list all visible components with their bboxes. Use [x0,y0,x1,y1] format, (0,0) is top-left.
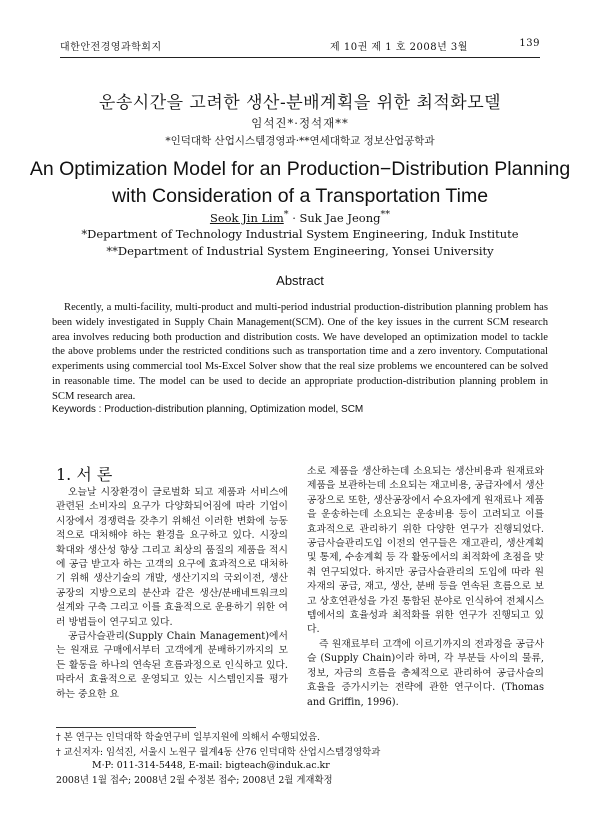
paragraph: 즉 원재료부터 고객에 이르기까지의 전과정을 공급사슬 (Supply Chain)이라 하며, 각 부분들 사이의 물류, 정보, 자금의 흐름을 총체적으로 관리하여 공급사슬의 효율을 증가시키는 전략에 관한 연구이다. (Thomas and Griffin, 1996). [307,638,544,708]
abstract-heading: Abstract [276,273,324,288]
korean-authors: 임석진*·정석재** [251,116,349,130]
left-column [56,486,288,702]
author-separator: · [288,210,300,225]
english-title [0,156,600,210]
korean-title: 운송시간을 고려한 생산-분배계획을 위한 최적화모델 [98,93,502,113]
author-1-mark: * [283,209,289,220]
page-number: 139 [519,38,540,49]
section-heading-introduction: 1. 서 론 [56,465,113,484]
author-2-name: Suk Jae Jeong [299,210,381,225]
footnote-corresponding-author: † 교신저자: 임석진, 서울시 노원구 월계4동 산76 인덕대학 산업시스템경영학과 [56,747,381,758]
english-title-line-1: An Optimization Model for an Production−Distribution Planning [29,158,571,180]
footnote-divider [56,727,196,728]
keywords: Keywords : Production-distribution planning, Optimization model, SCM [52,404,364,415]
english-title-line-2: with Consideration of a Transportation Time [111,185,489,207]
footnote-funding: † 본 연구는 인덕대학 학술연구비 일부지원에 의해서 수행되었음. [56,732,320,743]
abstract-text: Recently, a multi-facility, multi-product and multi-period industrial production-distribution planning problem has been widely investigated in Supply Chain Management(SCM). One of the key issues in the current SCM research area involves reducing both production and distribution costs. We have developed an optimization model to tackle the above problems under the restricted conditions such as transportation time and a zero inventory. Computational experiments using commercial tool Ms-Excel Solver show that the real size problems we encountered can be solved in reasonable time. The model can be used to decide an appropriate production-distribution planning problem in SCM research area. [52,302,548,402]
journal-name: 대한안전경영과학회지 [60,42,162,53]
volume-issue: 제 10권 제 1 호 2008년 3월 [330,42,468,53]
english-affiliation-2: **Department of Industrial System Engineering, Yonsei University [106,244,494,258]
footnote-dates: 2008년 1월 접수; 2008년 2월 수정본 접수; 2008년 2월 게재확정 [56,775,333,786]
korean-affiliations: *인덕대학 산업시스템경영과·**연세대학교 정보산업공학과 [165,135,435,147]
author-1-name: Seok Jin Lim [209,210,284,225]
paragraph: 오늘날 시장환경이 글로벌화 되고 제품과 서비스에 관련된 소비자의 요구가 다양화되어짐에 따라 기업이 시장에서 경쟁력을 갖추기 위해선 이러한 변화에 능동적으로 대처해야 하는 환경을 요구하고 있다. 시장의 확대와 생산성 향상 그리고 최상의 품질의 제품을 적시에 공급 받고자 하는 고객의 요구에 효과적으로 대처하기 위해 생산기술의 개발, 생산기지의 국외이전, 생산공장의 지방으로의 분산과 같은 생산/분배네트워크의 설계와 구축 그리고 이를 효율적으로 운용하기 위한 여러 방법들이 연구되고 있다. [56,487,288,628]
header-divider [60,57,540,58]
paragraph: 공급사슬관리(Supply Chain Management)에서는 원재료 구매에서부터 고객에게 분배하기까지의 모든 활동을 하나의 연속된 흐름과정으로 인식하고 있다. 따라서 효율적으로 운영되고 있는 시스템인지를 평가하는 중요한 요 [56,631,288,700]
right-column [307,465,544,710]
footnote-contact: M·P: 011-314-5448, E-mail: bigteach@induk.ac.kr [92,760,330,771]
paragraph: 소로 제품을 생산하는데 소요되는 생산비용과 원재료와 제품을 보관하는데 소요되는 재고비용, 공급자에서 생산공장으로 또한, 생산공장에서 수요자에게 원재료나 제품을 운송하는데 소요되는 운송비용 등이 고려되고 이를 효과적으로 관리하기 위한 다양한 연구가 진행되었다. 공급사슬관리도입 이전의 연구들은 재고관리, 생산계획 및 통제, 수송계획 등 각 활동에서의 최적화에 초점을 맞춰 연구되었다. 하지만 공급사슬관리의 도입에 따라 원자재의 공급, 재고, 생산, 분배 등을 연속된 흐름으로 보고 상호연관성을 가진 통합된 분야로 인식하여 전체시스템에서의 효율성과 최적화를 위한 연구가 진행되고 있다. [307,466,544,636]
english-affiliation-1: *Department of Technology Industrial System Engineering, Induk Institute [81,227,519,241]
running-header [60,38,540,54]
english-authors [0,209,600,225]
author-2-mark: ** [380,209,391,220]
